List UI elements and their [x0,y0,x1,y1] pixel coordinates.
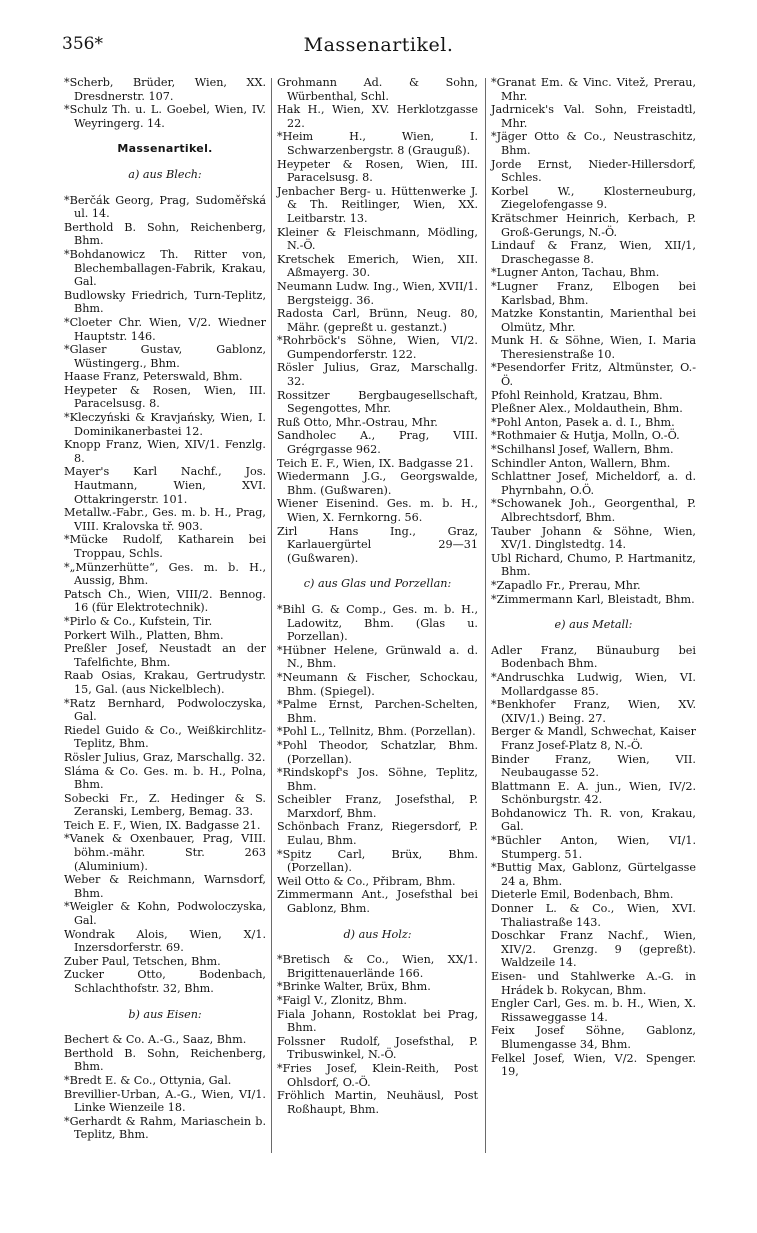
directory-entry: Wondrak Alois, Wien, X/1. Inzersdorferstr. 69. [64,927,266,955]
directory-entry: Schindler Anton, Wallern, Bhm. [491,456,671,470]
directory-entry: Folssner Rudolf, Josefsthal, P. Tribuswinkel, N.-Ö. [277,1034,478,1062]
directory-entry: *Rindskopf's Jos. Söhne, Teplitz, Bhm. [277,766,478,793]
directory-entry: Kretschek Emerich, Wien, XII. Aßmayerg. 30. [277,252,478,280]
directory-entry: Binder Franz, Wien, VII. Neubaugasse 52. [491,752,696,780]
directory-entry: Teich E. F., Wien, IX. Badgasse 21. [277,456,474,470]
directory-entry: *Palme Ernst, Parchen-Schelten, Bhm. [277,698,478,725]
directory-entry: *Pohl L., Tellnitz, Bhm. (Porzellan). [277,725,476,739]
directory-entry: *Kleczyński & Kravjańsky, Wien, I. Dominikanerbastei 12. [64,411,266,438]
directory-entry: Budlowsky Friedrich, Turn-Teplitz, Bhm. [64,288,266,316]
directory-entry: Matzke Konstantin, Marienthal bei Olmütz, Mhr. [491,307,696,334]
directory-entry: Pfohl Reinhold, Kratzau, Bhm. [491,388,663,402]
directory-entry: *Pesendorfer Fritz, Altmünster, O.-Ö. [491,361,696,389]
directory-entry: Metallw.-Fabr., Ges. m. b. H., Prag, VIII. Kralovska tř. 903. [64,506,266,533]
directory-entry: *Lugner Franz, Elbogen bei Karlsbad, Bhm. [491,279,696,307]
column-divider [485,78,486,1153]
column-left [64,76,266,1142]
page-number: 356* [62,34,103,54]
directory-entry: Kleiner & Fleischmann, Mödling, N.-Ö. [277,225,478,253]
directory-entry: *Pirlo & Co., Kufstein, Tir. [64,614,213,628]
directory-entry: *„Münzerhütte“, Ges. m. b. H., Aussig, Bhm. [64,560,266,588]
directory-entry: Patsch Ch., Wien, VIII/2. Bennog. 16 (für Elektrotechnik). [64,587,266,615]
directory-entry: *Andruschka Ludwig, Wien, VI. Mollardgasse 85. [491,670,696,698]
directory-entry: Zuber Paul, Tetschen, Bhm. [64,954,221,968]
directory-entry: Adler Franz, Bünauburg bei Bodenbach Bhm. [491,643,696,671]
directory-entry: *Jäger Otto & Co., Neustraschitz, Bhm. [491,130,696,157]
directory-entry: Ruß Otto, Mhr.-Ostrau, Mhr. [277,415,438,429]
directory-entry: Schlattner Josef, Micheldorf, a. d. Phyrnbahn, O.Ö. [491,470,696,497]
directory-entry: *Schowanek Joh., Georgenthal, P. Albrechtsdorf, Bhm. [491,497,696,524]
directory-entry: Zirl Hans Ing., Graz, Karlauergürtel 29—31 (Gußwaren). [277,524,478,565]
page-header [0,30,757,60]
directory-entry: *Bohdanowicz Th. Ritter von, Blechemballagen-Fabrik, Krakau, Gal. [64,247,266,289]
directory-entry: *Büchler Anton, Wien, VI/1. Stumperg. 51. [491,834,696,861]
directory-entry: Mayer's Karl Nachf., Jos. Hautmann, Wien, XVI. Ottakringerstr. 101. [64,465,266,506]
directory-entry: Radosta Carl, Brünn, Neug. 80, Mähr. (gepreßt u. gestanzt.) [277,307,478,334]
directory-entry: Fiala Johann, Rostoklat bei Prag, Bhm. [277,1007,478,1035]
directory-entry: *Bredt E. & Co., Ottynia, Gal. [64,1073,232,1087]
directory-entry: Porkert Wilh., Platten, Bhm. [64,628,224,642]
directory-entry: Schönbach Franz, Riegersdorf, P. Eulau, Bhm. [277,820,478,848]
directory-entry: Raab Osias, Krakau, Gertrudystr. 15, Gal. (aus Nickelblech). [64,669,266,696]
directory-entry: *Zapadlo Fr., Prerau, Mhr. [491,578,641,592]
directory-entry: *Zimmermann Karl, Bleistadt, Bhm. [491,592,695,606]
directory-entry: Jorde Ernst, Nieder-Hillersdorf, Schles. [491,157,696,185]
directory-entry: *Schilhansl Josef, Wallern, Bhm. [491,443,674,457]
subsection-heading: d) aus Holz: [343,927,412,941]
directory-entry: *Buttig Max, Gablonz, Gürtelgasse 24 a, Bhm. [491,861,696,888]
directory-entry: Berthold B. Sohn, Reichenberg, Bhm. [64,220,266,248]
directory-entry: *Spitz Carl, Brüx, Bhm. (Porzellan). [277,847,478,875]
directory-entry: Eisen- und Stahlwerke A.-G. in Hrádek b. Rokycan, Bhm. [491,970,696,997]
directory-entry: *Bihl G. & Comp., Ges. m. b. H., Ladowitz, Bhm. (Glas u. Porzellan). [277,602,478,644]
directory-entry: Bohdanowicz Th. R. von, Krakau, Gal. [491,806,696,834]
directory-entry: Engler Carl, Ges. m. b. H., Wien, X. Rissaweggasse 14. [491,997,696,1024]
column-divider [271,78,272,1153]
directory-entry: Wiedermann J.G., Georgswalde, Bhm. (Gußwaren). [277,470,478,497]
directory-entry: Berger & Mandl, Schwechat, Kaiser Franz Josef-Platz 8, N.-Ö. [491,725,696,752]
directory-entry: Donner L. & Co., Wien, XVI. Thaliastraße 143. [491,902,696,929]
directory-entry: *Gerhardt & Rahm, Mariaschein b. Teplitz, Bhm. [64,1114,266,1142]
directory-entry: *Rothmaier & Hutja, Molln, O.-Ö. [491,429,680,443]
directory-entry: Korbel W., Klosterneuburg, Ziegelofengasse 9. [491,184,696,212]
directory-entry: Scheibler Franz, Josefsthal, P. Marxdorf, Bhm. [277,793,478,820]
subsection-heading: c) aus Glas und Porzellan: [303,577,452,591]
section-heading: Massenartikel. [117,142,213,156]
directory-entry: *Neumann & Fischer, Schockau, Bhm. (Spiegel). [277,670,478,698]
directory-entry: *Berčák Georg, Prag, Sudoměřská ul. 14. [64,193,266,221]
directory-entry: *Heim H., Wien, I. Schwarzenbergstr. 8 (Grauguß). [277,130,478,157]
subsection-heading: e) aus Metall: [554,618,633,632]
directory-entry: Jenbacher Berg- u. Hüttenwerke J. & Th. Reitlinger, Wien, XX. Leitbarstr. 13. [277,184,478,225]
subsection-heading: a) aus Blech: [128,167,202,181]
directory-entry: Wiener Eisenind. Ges. m. b. H., Wien, X. Fernkorng. 56. [277,497,478,524]
directory-entry: Bechert & Co. A.-G., Saaz, Bhm. [64,1033,247,1047]
directory-entry: *Pohl Theodor, Schatzlar, Bhm. (Porzellan). [277,738,478,766]
directory-entry: *Ratz Bernhard, Podwoloczyska, Gal. [64,696,266,724]
directory-entry: Jadrnicek's Val. Sohn, Freistadtl, Mhr. [491,103,696,130]
directory-entry: Weil Otto & Co., Přibram, Bhm. [277,874,456,888]
directory-entry: Lindauf & Franz, Wien, XII/1, Draschegasse 8. [491,239,696,266]
directory-entry: Teich E. F., Wien, IX. Badgasse 21. [64,818,261,832]
directory-entry: *Granat Em. & Vinc. Vitež, Prerau, Mhr. [491,76,696,103]
directory-entry: Feix Josef Söhne, Gablonz, Blumengasse 34, Bhm. [491,1024,696,1051]
directory-entry: *Weigler & Kohn, Podwoloczyska, Gal. [64,900,266,928]
directory-entry: Grohmann Ad. & Sohn, Würbenthal, Schl. [277,76,478,103]
directory-entry: Ubl Richard, Chumo, P. Hartmanitz, Bhm. [491,551,696,579]
directory-entry: Tauber Johann & Söhne, Wien, XV/1. Dinglstedtg. 14. [491,524,696,552]
directory-entry: Blattmann E. A. jun., Wien, IV/2. Schönburgstr. 42. [491,779,696,807]
directory-entry: Doschkar Franz Nachf., Wien, XIV/2. Grenzg. 9 (gepreßt). Waldzeile 14. [491,929,696,970]
directory-entry: *Benkhofer Franz, Wien, XV. (XIV/1.) Being. 27. [491,698,696,725]
directory-entry: Weber & Reichmann, Warnsdorf, Bhm. [64,873,266,900]
directory-entry: Felkel Josef, Wien, V/2. Spenger. 19, [491,1051,696,1079]
directory-entry: Sobecki Fr., Z. Hedinger & S. Zeranski, Lemberg, Bemag. 33. [64,791,266,819]
directory-entry: Sláma & Co. Ges. m. b. H., Polna, Bhm. [64,764,266,792]
directory-entry: *Mücke Rudolf, Katharein bei Troppau, Schls. [64,533,266,560]
directory-entry: Neumann Ludw. Ing., Wien, XVII/1. Bergsteigg. 36. [277,279,478,307]
directory-entry: Zimmermann Ant., Josefsthal bei Gablonz, Bhm. [277,888,478,916]
directory-entry: Riedel Guido & Co., Weißkirchlitz-Teplitz, Bhm. [64,723,266,751]
directory-entry: *Glaser Gustav, Gablonz, Wüstingerg., Bhm. [64,343,266,370]
directory-entry: Rösler Julius, Graz, Marschallg. 32. [277,361,478,389]
directory-entry: Rossitzer Bergbaugesellschaft, Segengottes, Mhr. [277,388,478,416]
directory-entry: *Rohrböck's Söhne, Wien, VI/2. Gumpendorferstr. 122. [277,334,478,361]
directory-entry: Fröhlich Martin, Neuhäusl, Post Roßhaupt, Bhm. [277,1089,478,1116]
directory-entry: Preßler Josef, Neustadt an der Tafelfichte, Bhm. [64,642,266,669]
directory-entry: *Schulz Th. u. L. Goebel, Wien, IV. Weyringerg. 14. [64,103,266,130]
directory-entry: *Brinke Walter, Brüx, Bhm. [277,980,431,994]
directory-entry: *Vanek & Oxenbauer, Prag, VIII. böhm.-mähr. Str. 263 (Aluminium). [64,832,266,873]
column-middle [277,76,478,1116]
directory-entry: Heypeter & Rosen, Wien, III. Paracelsusg. 8. [277,157,478,185]
directory-entry: Hak H., Wien, XV. Herklotzgasse 22. [277,103,478,130]
directory-entry: *Scherb, Brüder, Wien, XX. Dresdnerstr. 107. [64,76,266,103]
directory-entry: Rösler Julius, Graz, Marschallg. 32. [64,750,266,764]
directory-entry: Knopp Franz, Wien, XIV/1. Fenzlg. 8. [64,438,266,465]
directory-entry: Haase Franz, Peterswald, Bhm. [64,370,243,384]
directory-entry: Krätschmer Heinrich, Kerbach, P. Groß-Gerungs, N.-Ö. [491,211,696,239]
subsection-heading: b) aus Eisen: [128,1007,202,1021]
directory-entry: Zucker Otto, Bodenbach, Schlachthofstr. 32, Bhm. [64,968,266,995]
directory-entry: *Bretisch & Co., Wien, XX/1. Brigittenauerlände 166. [277,953,478,980]
directory-entry: Munk H. & Söhne, Wien, I. Maria Theresienstraße 10. [491,334,696,361]
directory-entry: *Fries Josef, Klein-Reith, Post Ohlsdorf, O.-Ö. [277,1061,478,1089]
directory-entry: Heypeter & Rosen, Wien, III. Paracelsusg. 8. [64,383,266,411]
directory-entry: Sandholec A., Prag, VIII. Grégrgasse 962. [277,429,478,457]
directory-entry: *Faigl V., Zlonitz, Bhm. [277,994,407,1007]
directory-entry: *Hübner Helene, Grünwald a. d. N., Bhm. [277,643,478,671]
directory-entry: *Pohl Anton, Pasek a. d. I., Bhm. [491,415,675,429]
page-title: Massenartikel. [303,34,454,56]
directory-entry: *Cloeter Chr. Wien, V/2. Wiedner Hauptstr. 146. [64,315,266,343]
column-right [491,76,696,1079]
directory-entry: *Lugner Anton, Tachau, Bhm. [491,266,660,280]
directory-entry: Pleßner Alex., Moldauthein, Bhm. [491,402,683,416]
directory-entry: Dieterle Emil, Bodenbach, Bhm. [491,888,674,902]
directory-entry: Berthold B. Sohn, Reichenberg, Bhm. [64,1046,266,1074]
directory-entry: Brevillier-Urban, A.-G., Wien, VI/1. Linke Wienzeile 18. [64,1087,266,1115]
